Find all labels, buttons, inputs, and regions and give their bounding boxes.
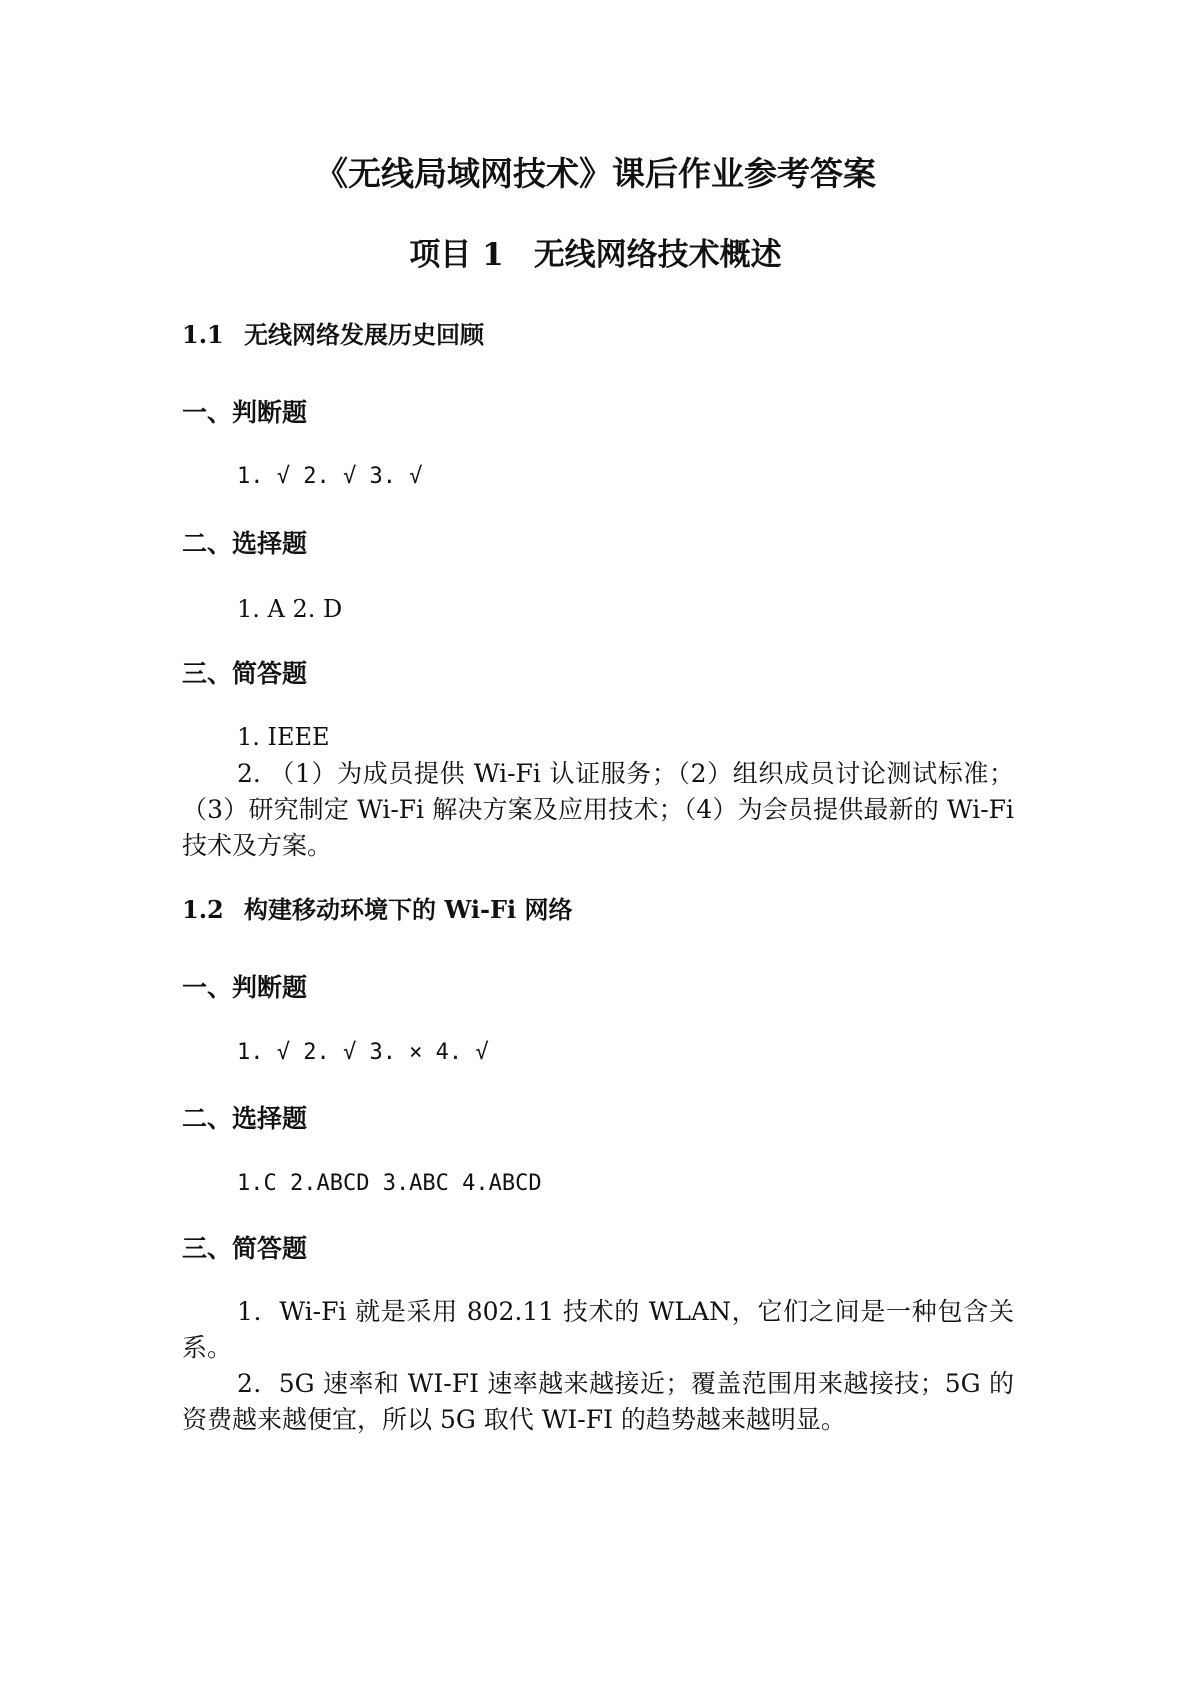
project-name: 无线网络技术概述	[533, 237, 782, 273]
section-heading-1-2	[182, 893, 572, 927]
section-title: 无线网络发展历史回顾	[244, 320, 484, 349]
true-false-heading: 一、判断题	[182, 398, 308, 427]
short-answer-paragraph: 2．5G 速率和 WI-FI 速率越来越接近；覆盖范围用来越接技；5G 的资费越来越便宜，所以 5G 取代 WI-FI 的趋势越来越明显。	[182, 1369, 1014, 1434]
short-answer-line: 1. IEEE	[237, 723, 330, 751]
project-title	[0, 234, 1191, 276]
short-answer-paragraph: 1．Wi-Fi 就是采用 802.11 技术的 WLAN，它们之间是一种包含关系。	[182, 1297, 1014, 1362]
short-answer-paragraph: 2. （1）为成员提供 Wi-Fi 认证服务；（2）组织成员讨论测试标准；（3）研究制定 Wi-Fi 解决方案及应用技术；（4）为会员提供最新的 Wi-Fi 技术及方案。	[182, 759, 1014, 860]
section-heading-1-1	[182, 318, 484, 352]
true-false-heading: 一、判断题	[182, 973, 308, 1002]
short-answer-heading: 三、简答题	[182, 1234, 308, 1263]
choice-heading: 二、选择题	[182, 529, 308, 558]
choice-heading: 二、选择题	[182, 1104, 308, 1133]
choice-answers: 1. A 2. D	[237, 595, 343, 623]
short-answer-heading: 三、简答题	[182, 659, 308, 688]
true-false-answers: 1. √ 2. √ 3. √	[237, 464, 423, 489]
document-title: 《无线局域网技术》课后作业参考答案	[315, 154, 876, 193]
section-number: 1.1	[182, 320, 224, 349]
true-false-answers: 1. √ 2. √ 3. × 4. √	[237, 1040, 489, 1065]
section-title: 构建移动环境下的 Wi-Fi 网络	[244, 895, 573, 924]
section-number: 1.2	[182, 895, 224, 924]
project-number: 项目 1	[409, 237, 504, 273]
choice-answers: 1.C 2.ABCD 3.ABC 4.ABCD	[237, 1171, 542, 1196]
